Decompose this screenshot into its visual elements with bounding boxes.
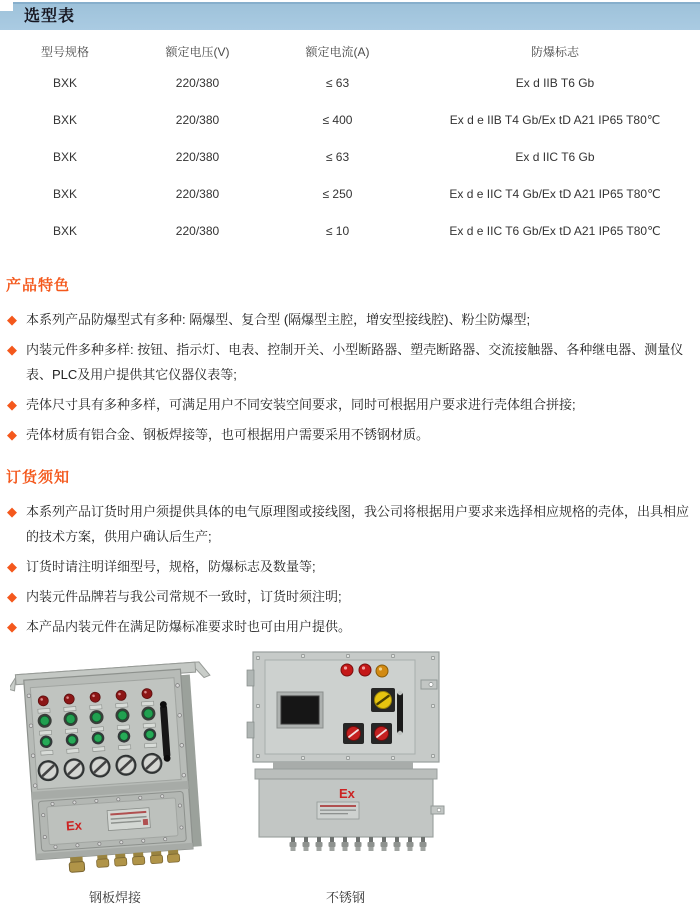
lower-terminal-door (38, 791, 186, 851)
feature-text: 内装元件多种多样: 按钮、指示灯、电表、控制开关、小型断路器、塑壳断路器、交流接触器、各种继电器、测量仪表、PLC及用户提供其它仪器仪表等; (26, 342, 684, 382)
diamond-bullet-icon: ◆ (7, 427, 17, 442)
diamond-bullet-icon: ◆ (7, 559, 17, 574)
nameplate (317, 802, 359, 819)
cell-model: BXK (52, 75, 77, 90)
features-list (4, 307, 696, 447)
cell-exmark: Ex d IIB T6 Gb (515, 75, 595, 90)
table-row (0, 138, 700, 175)
mounting-ear (421, 680, 437, 689)
caption-stainless: 不锈钢 (325, 890, 365, 905)
ordering-title: 订货须知 (6, 469, 71, 486)
feature-text: 壳体材质有铝合金、钢板焊接等，也可根据用户需要采用不锈钢材质。 (26, 427, 430, 442)
col-header-current: 额定电流(A) (305, 44, 370, 59)
product-photo-steel-welded-box (10, 650, 220, 882)
section-titlebar (0, 2, 700, 30)
yellow-rotary-switch (371, 688, 395, 712)
cell-model: BXK (52, 112, 77, 127)
nameplate (107, 808, 150, 831)
display-window (277, 692, 323, 728)
ex-marking: Ex (65, 817, 83, 834)
feature-item (4, 392, 696, 417)
ordering-item (4, 614, 696, 639)
col-header-model: 型号规格 (40, 44, 89, 59)
section-product-features (0, 274, 700, 452)
diamond-bullet-icon: ◆ (7, 589, 17, 604)
table-row (0, 212, 700, 249)
feature-item (4, 307, 696, 332)
mounting-ear (431, 806, 444, 814)
ordering-text: 内装元件品牌若与我公司常规不一致时，订货时须注明; (26, 589, 342, 604)
features-title: 产品特色 (6, 277, 71, 294)
page-title: 选型表 (24, 8, 76, 25)
ex-marking: Ex (339, 786, 355, 801)
mid-divider (273, 762, 413, 769)
cell-current: ≤ 63 (325, 149, 350, 164)
pushbutton-lights (341, 664, 388, 677)
ordering-text: 本产品内装元件在满足防爆标准要求时也可由用户提供。 (26, 619, 352, 634)
cell-exmark: Ex d e IIC T4 Gb/Ex tD A21 IP65 T80℃ (449, 186, 661, 201)
cell-voltage: 220/380 (175, 186, 220, 201)
cell-voltage: 220/380 (175, 112, 220, 127)
stainless-box-illustration (243, 648, 448, 860)
ordering-list (4, 499, 696, 639)
ordering-item (4, 499, 696, 549)
col-header-voltage: 额定电压(V) (165, 44, 230, 59)
cell-model: BXK (52, 149, 77, 164)
feature-text: 本系列产品防爆型式有多种: 隔爆型、复合型 (隔爆型主腔，增安型接线腔)、粉尘防爆型; (26, 312, 531, 327)
feature-item (4, 337, 696, 387)
selection-table (0, 38, 700, 249)
col-header-exmark: 防爆标志 (530, 44, 579, 59)
upper-enclosure (247, 652, 439, 762)
cell-voltage: 220/380 (175, 223, 220, 238)
cell-current: ≤ 10 (325, 223, 350, 238)
steel-box-illustration (10, 650, 220, 882)
caption-steel-welded: 钢板焊接 (88, 890, 141, 905)
cell-current: ≤ 250 (322, 186, 353, 201)
table-row (0, 101, 700, 138)
cell-model: BXK (52, 186, 77, 201)
door-handle (397, 691, 403, 735)
cell-exmark: Ex d e IIC T6 Gb/Ex tD A21 IP65 T80℃ (449, 223, 661, 238)
diamond-bullet-icon: ◆ (7, 397, 17, 412)
lower-junction-box (255, 769, 444, 851)
ordering-text: 订货时请注明详细型号，规格，防爆标志及数量等; (26, 559, 316, 574)
ordering-item (4, 554, 696, 579)
cell-voltage: 220/380 (175, 149, 220, 164)
feature-item (4, 422, 696, 447)
cell-voltage: 220/380 (175, 75, 220, 90)
diamond-bullet-icon: ◆ (7, 312, 17, 327)
diamond-bullet-icon: ◆ (7, 619, 17, 634)
diamond-bullet-icon: ◆ (7, 342, 17, 357)
table-header-row (0, 38, 700, 64)
ordering-item (4, 584, 696, 609)
cable-glands (290, 837, 427, 851)
diamond-bullet-icon: ◆ (7, 504, 17, 519)
table-row (0, 175, 700, 212)
cell-exmark: Ex d e IIB T4 Gb/Ex tD A21 IP65 T80℃ (449, 112, 661, 127)
product-photo-stainless-box (243, 648, 448, 860)
feature-text: 壳体尺寸具有多种多样，可满足用户不同安装空间要求，同时可根据用户要求进行壳体组合拼接; (26, 397, 576, 412)
cell-model: BXK (52, 223, 77, 238)
cell-current: ≤ 400 (322, 112, 353, 127)
cell-exmark: Ex d IIC T6 Gb (515, 149, 595, 164)
cell-current: ≤ 63 (325, 75, 350, 90)
table-row (0, 64, 700, 101)
ordering-text: 本系列产品订货时用户须提供具体的电气原理图或接线图，我公司将根据用户要求来选择相应规格的壳体，出具相应的技术方案，供用户确认后生产; (26, 504, 690, 544)
section-ordering-notes (0, 466, 700, 644)
